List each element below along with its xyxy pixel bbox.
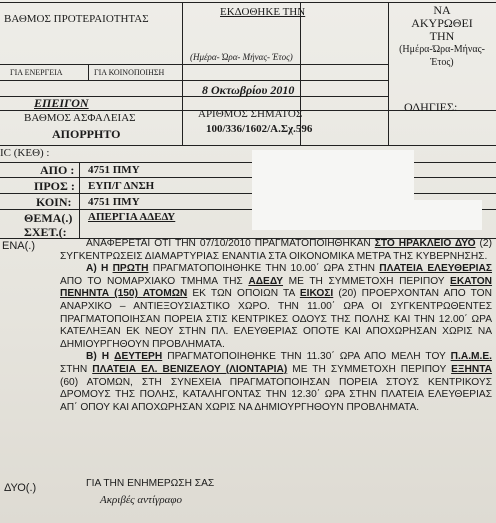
a-text-6: ΑΔΕΔΥ xyxy=(248,275,284,287)
redaction-block-2 xyxy=(252,200,482,230)
instructions-label: ΟΔΗΓΙΕΣ: xyxy=(404,100,458,114)
b-text-9: (60) ΑΤΟΜΩΝ, ΣΤΗ ΣΥΝΕΧΕΙΑ ΠΡΑΓΜΑΤΟΠΟΙΗΣΑΝ ΠΟΡΕΙΑ ΣΤΟΥΣ ΚΕΝΤΡΙΚΟΥΣ ΔΡΟΜΟΥΣ ΤΗΣ ΠΟΛΗΣ, ΚΑΤΑΛΗΓΟΝΤΑΣ ΤΗΝ 12.30΄ ΩΡΑ ΣΤΗΝ ΠΛΑΤΕΙΑ ΕΛΕΥΘΕΡΙΑΣ ΑΠ΄ ΟΠΟΥ ΚΑΙ ΑΠΟΧΩΡΗΣΑΝ ΧΩΡΙΣ ΝΑ ΔΗΜΙΟΥΡΓΗΘΟΥΝ ΠΡΟΒΛΗΜΑΤΑ. xyxy=(60,376,492,413)
a-text-10: ΕΙΚΟΣΙ xyxy=(299,288,334,300)
revoke-header xyxy=(392,4,492,69)
section-one-label: ΕΝΑ(.) xyxy=(2,240,35,252)
priority-value: ΕΠΕΙΓΟΝ xyxy=(34,96,89,110)
a-text-8: ΕΚΑΤΟΝ ΠΕΝΗΝΤΑ (150) ΑΤΟΜΩΝ xyxy=(60,275,493,300)
header-row-line-1 xyxy=(0,64,388,65)
b-text-1: Β) Η xyxy=(86,351,110,363)
header-bottom-line xyxy=(0,145,496,146)
from-label: ΑΠΟ : xyxy=(40,163,75,177)
intro-paragraph xyxy=(60,238,492,263)
a-text-5: ΑΠΟ ΤΟ ΝΟΜΑΡΧΙΑΚΟ ΤΜΗΜΑ ΤΗΣ xyxy=(60,275,243,287)
header-col-line-3 xyxy=(388,2,389,145)
a-text-11: (20) ΠΡΟΕΡΧΟΝΤΑΝ ΑΠΟ ΤΟΝ ΑΝΑΡΧΙΚΟ – ΑΝΤΙΕΞΟΥΣΙΑΣΤΙΚΟ ΧΩΡΟ. ΤΗΝ 11.00΄ ΩΡΑ ΟΙ ΣΥΓΚΕΝΤΡΩΘΕΝΤΕΣ ΠΡΑΓΜΑΤΟΠΟΙΗΣΑΝ ΠΟΡΕΙΑ ΣΤΙΣ ΚΕΝΤΡΙΚΕΣ ΟΔΟΥΣ ΤΗΣ ΠΟΛΗΣ ΚΑΙ ΤΗΝ 12.00΄ ΩΡΑ ΚΑΤΕΛΗΞΑΝ ΕΚ ΝΕΟΥ ΣΤΗΝ ΠΛ. ΕΛΕΥΘΕΡΙΑΣ ΟΠΟΤΕ ΚΑΙ ΑΠΟΧΩΡΗΣΑΝ ΧΩΡΙΣ ΝΑ ΔΗΜΙΟΥΡΓΗΘΟΥΝ ΠΡΟΒΛΗΜΑΤΑ. xyxy=(60,288,492,350)
issued-label: ΕΚΔΟΘΗΚΕ ΤΗΝ xyxy=(220,6,306,18)
section-two-label: ΔΥΟ(.) xyxy=(4,482,37,494)
a-text-3: ΠΡΑΓΜΑΤΟΠΟΙΗΘΗΚΕ ΤΗΝ 10.00΄ ΩΡΑ ΣΤΗΝ xyxy=(152,263,376,275)
revoke-sub: (Ημέρα-Ώρα-Μήνας-Έτος) xyxy=(399,44,485,68)
revoke-label-2: ΑΚΥΡΩΘΕΙ xyxy=(411,16,473,30)
a-text-2: ΠΡΩΤΗ xyxy=(112,263,149,275)
routing-col-line xyxy=(79,162,80,238)
redaction-block-1 xyxy=(252,150,414,202)
b-text-8: ΕΞΗΝΤΑ xyxy=(451,363,493,375)
paragraph-b xyxy=(60,351,492,414)
revoke-label-3: ΤΗΝ xyxy=(429,29,455,43)
cc-value: 4751 ΠΜΥ xyxy=(88,196,140,208)
routing-line-1 xyxy=(0,162,496,163)
for-info-label: ΓΙΑ ΚΟΙΝΟΠΟΙΗΣΗ xyxy=(94,68,165,77)
a-text-1: Α) Η xyxy=(86,263,109,275)
security-label: ΒΑΘΜΟΣ ΑΣΦΑΛΕΙΑΣ xyxy=(24,112,136,124)
info-line: ΓΙΑ ΤΗΝ ΕΝΗΜΕΡΩΣΗ ΣΑΣ xyxy=(86,478,215,489)
signal-label: ΑΡΙΘΜΟΣ ΣΗΜΑΤΟΣ xyxy=(198,108,303,120)
issued-sub: (Ημέρα- Ώρα- Μήνας- Έτος) xyxy=(190,52,293,62)
subject-value: ΑΠΕΡΓΙΑ ΑΔΕΔΥ xyxy=(88,211,176,223)
intro-text-2: ΣΤΟ ΗΡΑΚΛΕΙΟ ΔΥΟ xyxy=(374,238,476,249)
from-value: 4751 ΠΜΥ xyxy=(88,164,140,176)
header-col-line-1 xyxy=(182,2,183,145)
action-split-line xyxy=(88,64,89,80)
subject-label: ΘΕΜΑ(.) xyxy=(24,211,73,225)
b-text-3: ΠΡΑΓΜΑΤΟΠΟΙΗΘΗΚΕ ΤΗΝ 11.30΄ ΩΡΑ ΑΠΟ ΜΕΛΗ ΤΟΥ xyxy=(167,351,446,363)
to-value: ΕΥΠ/Γ ΔΝΣΗ xyxy=(88,180,155,192)
routing-line-2 xyxy=(0,177,496,178)
message-body xyxy=(60,238,492,414)
date-value: 8 Οκτωβρίου 2010 xyxy=(202,83,295,97)
a-text-7: ΜΕ ΤΗ ΣΥΜΜΕΤΟΧΗ ΠΕΡΙΠΟΥ xyxy=(288,275,445,287)
cc-label: ΚΟΙΝ: xyxy=(36,195,72,209)
true-copy-note: Ακριβές αντίγραφο xyxy=(100,494,182,506)
b-text-4: Π.Α.Μ.Ε. xyxy=(450,351,492,363)
paragraph-a xyxy=(60,263,492,351)
security-value: ΑΠΟΡΡΗΤΟ xyxy=(52,127,121,141)
to-label: ΠΡΟΣ : xyxy=(34,179,75,193)
ref-label: ΣΧΕΤ.(: xyxy=(24,225,67,239)
b-text-2: ΔΕΥΤΕΡΗ xyxy=(114,351,163,363)
intro-text-3: (2) ΣΥΓΚΕΝΤΡΩΣΕΙΣ ΔΙΑΜΑΡΤΥΡΙΑΣ ΕΝΑΝΤΙΑ ΣΤΑ ΟΙΚΟΝΟΜΙΚΑ ΜΕΤΡΑ ΤΗΣ ΚΥΒΕΡΝΗΣΗΣ. xyxy=(60,238,492,262)
kethe-label: IC (ΚΕΘ) : xyxy=(0,147,50,159)
b-text-6: ΠΛΑΤΕΙΑ ΕΛ. ΒΕΝΙΖΕΛΟΥ (ΛΙΟΝΤΑΡΙΑ) xyxy=(92,363,288,375)
priority-label: ΒΑΘΜΟΣ ΠΡΟΤΕΡΑΙΟΤΗΤΑΣ xyxy=(4,13,149,25)
signal-value: 100/336/1602/Α.Σχ.596 xyxy=(206,123,313,135)
intro-text-1: ΑΝΑΦΕΡΕΤΑΙ ΟΤΙ ΤΗΝ 07/10/2010 ΠΡΑΓΜΑΤΟΠΟΙΗΘΗΚΑΝ xyxy=(86,238,371,249)
a-text-9: ΕΚ ΤΩΝ ΟΠΟΙΩΝ ΤΑ xyxy=(192,288,295,300)
b-text-7: ΜΕ ΤΗ ΣΥΜΜΕΤΟΧΗ ΠΕΡΙΠΟΥ xyxy=(292,363,447,375)
header-row-line-2 xyxy=(0,80,388,81)
a-text-4: ΠΛΑΤΕΙΑ ΕΛΕΥΘΕΡΙΑΣ xyxy=(379,263,492,275)
for-action-label: ΓΙΑ ΕΝΕΡΓΕΙΑ xyxy=(10,68,63,77)
b-text-5: ΣΤΗΝ xyxy=(60,363,88,375)
revoke-label-1: ΝΑ xyxy=(433,3,451,17)
top-border xyxy=(0,2,496,3)
